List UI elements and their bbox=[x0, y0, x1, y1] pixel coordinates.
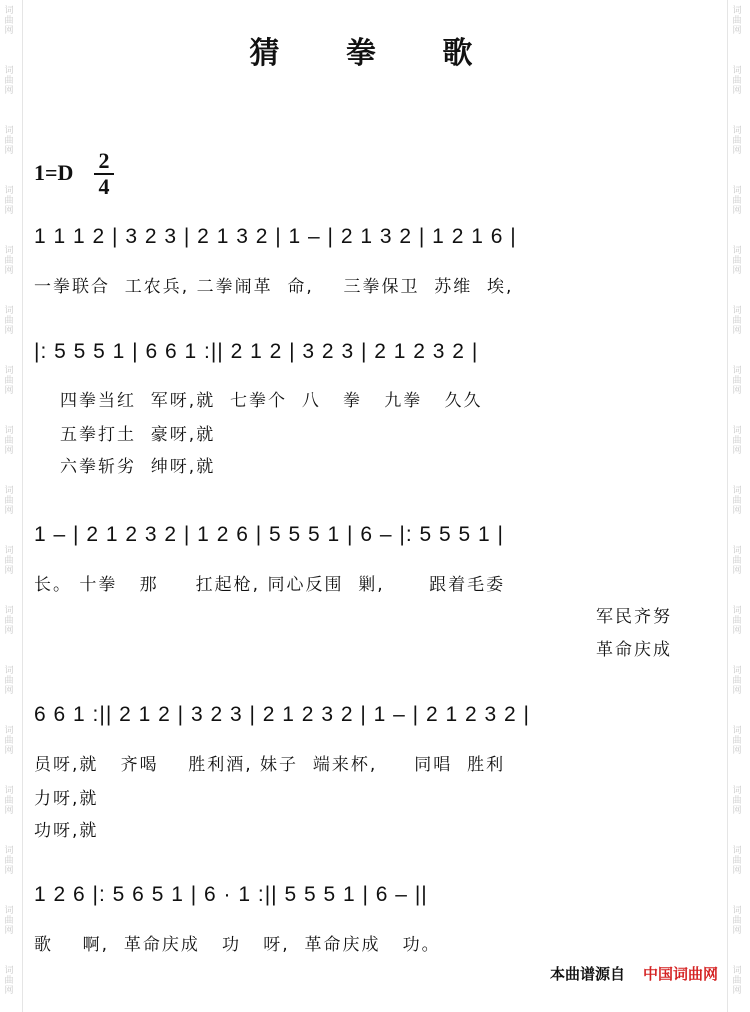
watermark: 词 曲 网 bbox=[732, 906, 742, 936]
time-signature bbox=[94, 150, 114, 198]
watermark: 词 曲 网 bbox=[732, 966, 742, 996]
time-top: 2 bbox=[98, 148, 110, 173]
watermark: 词 曲 网 bbox=[732, 486, 742, 516]
watermark: 词 曲 网 bbox=[732, 546, 742, 576]
watermark: 词 曲 网 bbox=[4, 906, 14, 936]
watermark: 词 曲 网 bbox=[4, 246, 14, 276]
watermark: 词 曲 网 bbox=[4, 846, 14, 876]
lyric-row-2-verse-1: 四拳当红 军呀,就 七拳个 八 拳 九拳 久久 bbox=[60, 391, 483, 411]
notation-row-2: |: 5 5 5 1 | 6 6 1 :|| 2 1 2 | 3 2 3 | 2 1 2 3 2 | bbox=[34, 340, 479, 363]
watermark: 词 曲 网 bbox=[732, 846, 742, 876]
watermark: 词 曲 网 bbox=[4, 186, 14, 216]
watermark: 词 曲 网 bbox=[732, 606, 742, 636]
watermark: 词 曲 网 bbox=[4, 786, 14, 816]
lyric-row-3: 长。 十拳 那 扛起枪, 同心反围 剿, 跟着毛委 bbox=[34, 575, 506, 595]
watermark: 词 曲 网 bbox=[4, 666, 14, 696]
watermark: 词 曲 网 bbox=[732, 426, 742, 456]
watermark: 词 曲 网 bbox=[4, 306, 14, 336]
watermark: 词 曲 网 bbox=[4, 426, 14, 456]
watermark: 词 曲 网 bbox=[732, 366, 742, 396]
watermark: 词 曲 网 bbox=[732, 126, 742, 156]
lyric-row-2-verse-3: 六拳斩劣 绅呀,就 bbox=[60, 457, 216, 477]
lyric-row-4-verse-3: 功呀,就 bbox=[34, 821, 99, 841]
lyric-row-2-verse-2: 五拳打土 豪呀,就 bbox=[60, 425, 216, 445]
watermark: 词 曲 网 bbox=[4, 366, 14, 396]
lyric-row-3-verse-3: 革命庆成 bbox=[596, 640, 672, 660]
watermark: 词 曲 网 bbox=[732, 246, 742, 276]
watermark: 词 曲 网 bbox=[4, 966, 14, 996]
watermark: 词 曲 网 bbox=[4, 6, 14, 36]
watermark: 词 曲 网 bbox=[4, 66, 14, 96]
footer-source-label: 本曲谱源自 bbox=[549, 965, 625, 983]
lyric-row-4-verse-2: 力呀,就 bbox=[34, 789, 99, 809]
lyric-row-4-verse-1: 员呀,就 齐喝 胜利酒, 妹子 端来杯, 同唱 胜利 bbox=[34, 755, 506, 775]
time-bottom: 4 bbox=[98, 174, 110, 199]
watermark: 词 曲 网 bbox=[732, 66, 742, 96]
watermark: 词 曲 网 bbox=[4, 546, 14, 576]
watermark: 词 曲 网 bbox=[4, 606, 14, 636]
watermark: 词 曲 网 bbox=[4, 126, 14, 156]
left-margin-strip bbox=[0, 0, 23, 1012]
footer-source bbox=[550, 963, 718, 984]
key-text: 1=D bbox=[34, 160, 74, 185]
notation-row-1: 1 1 1 2 | 3 2 3 | 2 1 3 2 | 1 – | 2 1 3 2 | 1 2 1 6 | bbox=[34, 225, 517, 248]
page-title: 猜 拳 歌 bbox=[249, 36, 501, 71]
watermark: 词 曲 网 bbox=[732, 666, 742, 696]
watermark: 词 曲 网 bbox=[4, 486, 14, 516]
notation-row-5: 1 2 6 |: 5 6 5 1 | 6 · 1 :|| 5 5 5 1 | 6 – || bbox=[34, 883, 428, 906]
lyric-row-5: 歌 啊, 革命庆成 功 呀, 革命庆成 功。 bbox=[34, 935, 441, 955]
watermark: 词 曲 网 bbox=[732, 786, 742, 816]
notation-row-3: 1 – | 2 1 2 3 2 | 1 2 6 | 5 5 5 1 | 6 – |: 5 5 5 1 | bbox=[34, 523, 505, 546]
right-margin-strip bbox=[727, 0, 750, 1012]
watermark: 词 曲 网 bbox=[4, 726, 14, 756]
notation-row-4: 6 6 1 :|| 2 1 2 | 3 2 3 | 2 1 2 3 2 | 1 – | 2 1 2 3 2 | bbox=[34, 703, 530, 726]
footer-site-link[interactable]: 中国词曲网 bbox=[642, 965, 718, 983]
key-signature bbox=[34, 148, 110, 199]
watermark: 词 曲 网 bbox=[732, 306, 742, 336]
watermark: 词 曲 网 bbox=[732, 726, 742, 756]
watermark: 词 曲 网 bbox=[732, 6, 742, 36]
watermark: 词 曲 网 bbox=[732, 186, 742, 216]
lyric-row-3-verse-2: 军民齐努 bbox=[596, 607, 672, 627]
lyric-row-1: 一拳联合 工农兵, 二拳闹革 命, 三拳保卫 苏维 埃, bbox=[34, 277, 514, 297]
